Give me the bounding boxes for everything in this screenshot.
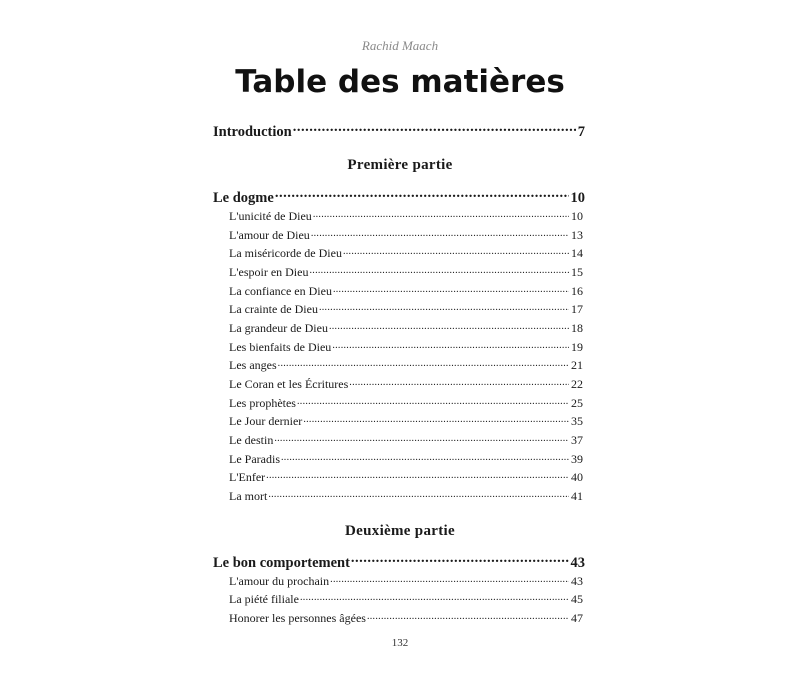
toc-label: La crainte de Dieu [229, 302, 318, 316]
toc-label: L'amour du prochain [229, 574, 330, 588]
toc-entry[interactable] [229, 320, 583, 336]
dot-leader [313, 208, 569, 220]
toc-label: Le Paradis [229, 452, 280, 466]
toc-page-number: 14 [571, 246, 583, 260]
toc-page-number: 10 [571, 209, 583, 223]
toc-label: L'espoir en Dieu [229, 265, 309, 279]
toc-label: Les prophètes [229, 396, 296, 410]
toc-introduction[interactable] [213, 121, 585, 141]
toc-label: La miséricorde de Dieu [229, 246, 342, 260]
toc-page-number: 18 [571, 321, 583, 335]
page-title: Table des matières [235, 64, 565, 100]
toc-page-number: 19 [571, 340, 583, 354]
toc-label: Le bon comportement [213, 554, 350, 571]
part-heading: Première partie [347, 157, 453, 173]
dot-leader [330, 573, 569, 585]
toc-page-number: 43 [570, 554, 585, 571]
toc-entry[interactable] [229, 469, 583, 485]
toc-page-number: 37 [571, 433, 583, 447]
toc-page-number: 39 [571, 452, 583, 466]
dot-leader [311, 227, 569, 239]
toc-page-number: 43 [571, 574, 583, 588]
toc-label: La grandeur de Dieu [229, 321, 328, 335]
dot-leader [268, 488, 569, 500]
dot-leader [333, 283, 569, 295]
dot-leader [297, 395, 569, 407]
toc-label: Le destin [229, 433, 274, 447]
running-head: Rachid Maach [361, 38, 439, 53]
part-heading: Deuxième partie [345, 523, 455, 539]
dot-leader [343, 245, 569, 257]
page-number: 132 [391, 637, 409, 649]
toc-entry[interactable] [229, 339, 583, 355]
toc-page-number: 10 [570, 189, 585, 206]
dot-leader [281, 451, 569, 463]
toc-label: Les anges [229, 358, 277, 372]
dot-leader [266, 469, 569, 481]
toc-label: L'amour de Dieu [229, 228, 310, 242]
toc-label: Introduction [213, 123, 292, 140]
toc-entry[interactable] [229, 413, 583, 429]
toc-page-number: 45 [571, 592, 583, 606]
toc-label: L'unicité de Dieu [229, 209, 312, 223]
toc-page-number: 7 [577, 123, 585, 140]
toc-entry[interactable] [229, 488, 583, 504]
toc-entry[interactable] [229, 357, 583, 373]
toc-label: Le Jour dernier [229, 414, 303, 428]
dot-leader [275, 187, 569, 202]
dot-leader [349, 376, 569, 388]
dot-leader [351, 552, 569, 567]
toc-label: Honorer les personnes âgées [229, 611, 366, 625]
dot-leader [319, 301, 569, 313]
toc-page-number: 21 [571, 358, 583, 372]
toc-page-number: 40 [571, 470, 583, 484]
toc-page-number: 35 [571, 414, 583, 428]
toc-entry[interactable] [229, 591, 583, 607]
toc-section[interactable] [213, 552, 585, 572]
toc-entry[interactable] [229, 451, 583, 467]
toc-page-number: 47 [571, 611, 583, 625]
dot-leader [329, 320, 569, 332]
toc-page-number: 17 [571, 302, 583, 316]
dot-leader [303, 413, 569, 425]
dot-leader [332, 339, 569, 351]
toc-page-number: 13 [571, 228, 583, 242]
toc-entry[interactable] [229, 432, 583, 448]
toc-page-number: 16 [571, 284, 583, 298]
toc-page-number: 22 [571, 377, 583, 391]
toc-label: La confiance en Dieu [229, 284, 332, 298]
dot-leader [278, 357, 569, 369]
toc-entry[interactable] [229, 573, 583, 589]
toc-label: Les bienfaits de Dieu [229, 340, 332, 354]
toc-page-number: 15 [571, 265, 583, 279]
dot-leader [293, 121, 576, 136]
toc-label: Le dogme [213, 189, 274, 206]
toc-label: La mort [229, 489, 268, 503]
toc-entry[interactable] [229, 395, 583, 411]
toc-page-number: 41 [571, 489, 583, 503]
dot-leader [300, 591, 569, 603]
toc-entry[interactable] [229, 301, 583, 317]
toc-page-number: 25 [571, 396, 583, 410]
toc-entry[interactable] [229, 264, 583, 280]
toc-entry[interactable] [229, 245, 583, 261]
toc-entry[interactable] [229, 610, 583, 626]
toc-entry[interactable] [229, 376, 583, 392]
dot-leader [309, 264, 569, 276]
dot-leader [367, 610, 569, 622]
toc-section[interactable] [213, 187, 585, 207]
toc-label: La piété filiale [229, 592, 299, 606]
dot-leader [274, 432, 569, 444]
toc-entry[interactable] [229, 208, 583, 224]
toc-entry[interactable] [229, 283, 583, 299]
toc-label: Le Coran et les Écritures [229, 377, 349, 391]
toc-label: L'Enfer [229, 470, 266, 484]
toc-entry[interactable] [229, 227, 583, 243]
